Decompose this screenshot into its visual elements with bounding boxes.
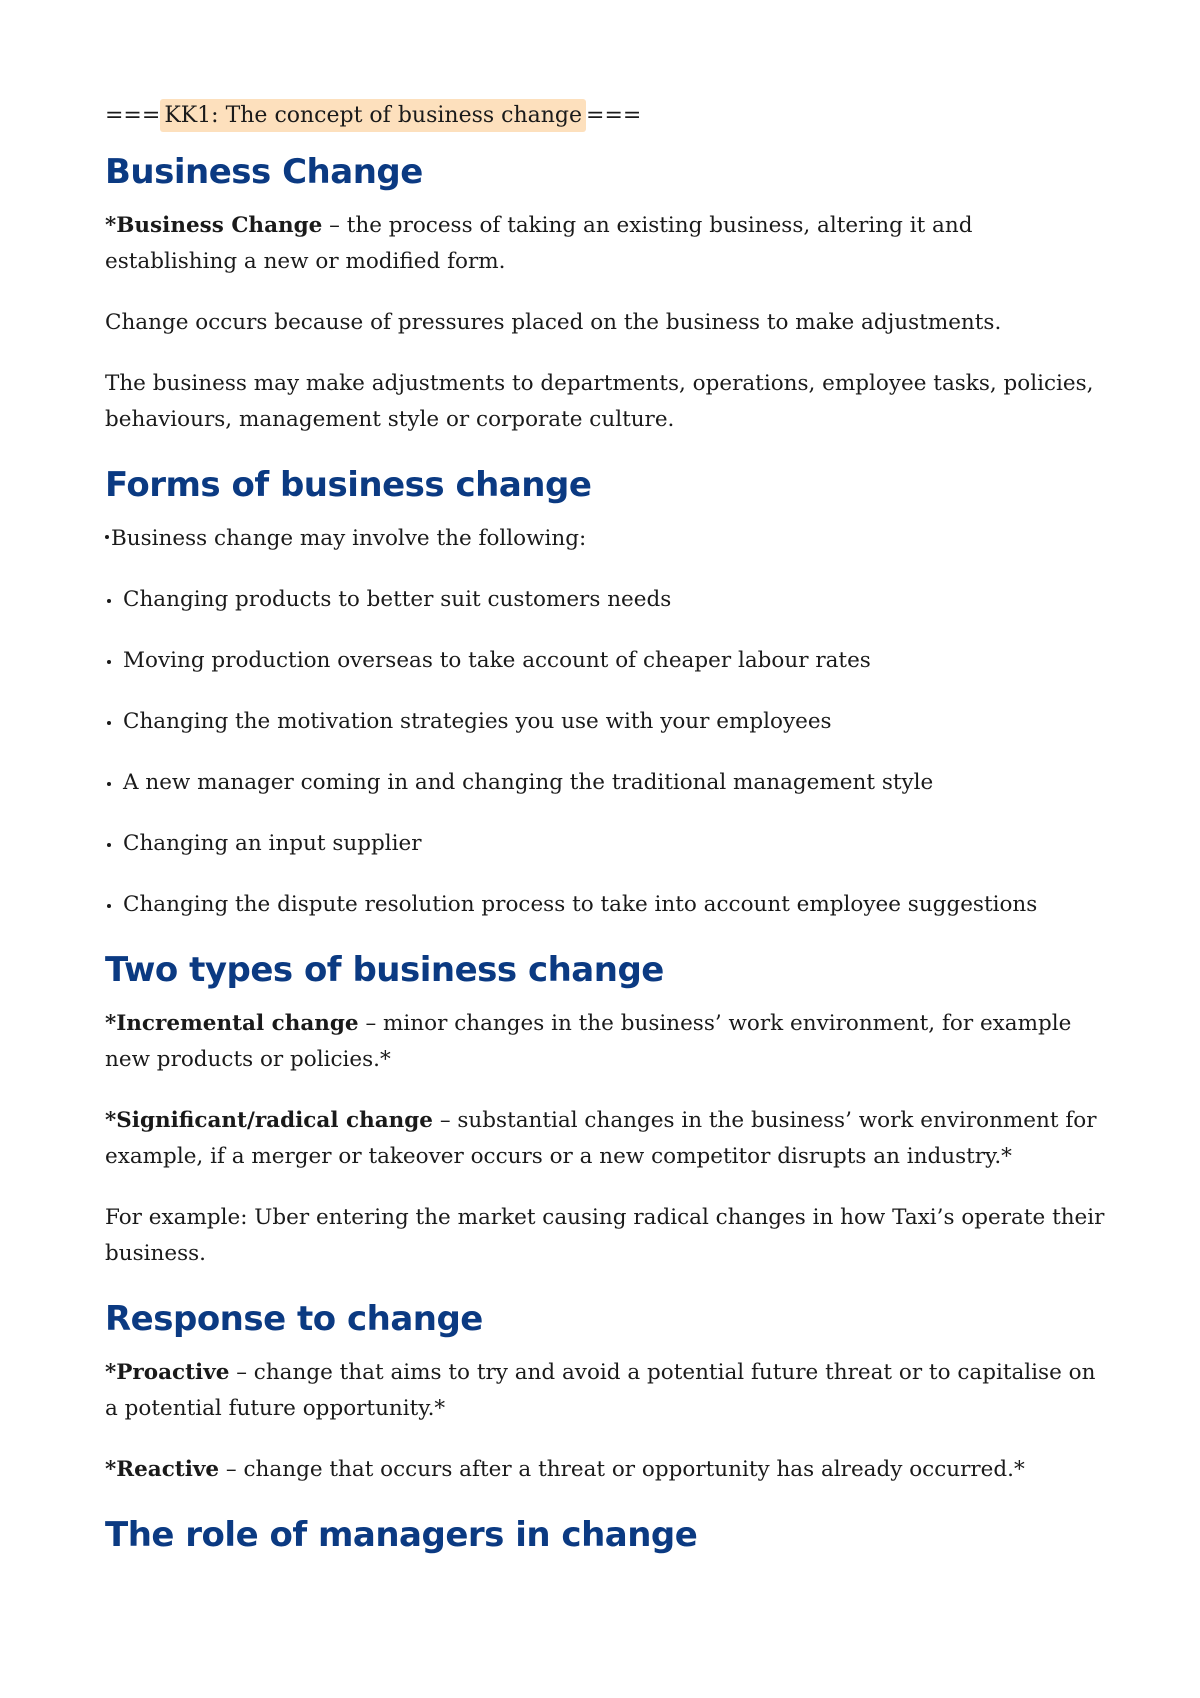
kk-heading-suffix: ===	[586, 103, 642, 128]
document-page	[105, 96, 1105, 1571]
list-item: Changing products to better suit customers needs	[105, 582, 1105, 618]
heading-two-types-of-business-change: Two types of business change	[105, 950, 664, 990]
incremental-change-text: – minor changes in the business’ work environment, for example new products or policies.*	[105, 1011, 1072, 1072]
radical-change-text: – substantial changes in the business’ work environment for example, if a merger or takeover occurs or a new competitor disrupts an industry.*	[105, 1108, 1097, 1169]
kk-heading-highlight: KK1: The concept of business change	[160, 99, 586, 132]
proactive-text: – change that aims to try and avoid a potential future threat or to capitalise on a potential future opportunity.*	[105, 1360, 1096, 1421]
list-item: Changing an input supplier	[105, 826, 1105, 862]
reactive-definition	[105, 1452, 1105, 1488]
radical-change-definition	[105, 1103, 1105, 1175]
business-change-paragraph-1: Change occurs because of pressures placed on the business to make adjustments.	[105, 310, 1002, 335]
heading-business-change: Business Change	[105, 152, 423, 192]
business-change-term: *Business Change	[105, 213, 323, 238]
forms-intro	[105, 521, 1105, 557]
business-change-paragraph-2: The business may make adjustments to departments, operations, employee tasks, policies, behaviours, management style or corporate culture.	[105, 371, 1094, 432]
list-item: A new manager coming in and changing the traditional management style	[105, 765, 1105, 801]
heading-response-to-change: Response to change	[105, 1299, 483, 1339]
proactive-term: *Proactive	[105, 1360, 230, 1385]
incremental-change-term: *Incremental change	[105, 1011, 359, 1036]
list-item: Moving production overseas to take account of cheaper labour rates	[105, 643, 1105, 679]
kk-heading-prefix: ===	[105, 103, 161, 128]
proactive-definition	[105, 1355, 1105, 1427]
types-example: For example: Uber entering the market causing radical changes in how Taxi’s operate their business.	[105, 1205, 1105, 1266]
bullet-dot-icon	[105, 535, 109, 539]
heading-forms-of-business-change: Forms of business change	[105, 465, 592, 505]
reactive-text: – change that occurs after a threat or opportunity has already occurred.*	[219, 1457, 1025, 1482]
forms-intro-text: Business change may involve the following:	[111, 526, 587, 551]
incremental-change-definition	[105, 1006, 1105, 1078]
list-item: Changing the dispute resolution process to take into account employee suggestions	[105, 887, 1105, 923]
business-change-definition	[105, 208, 1105, 280]
heading-role-of-managers: The role of managers in change	[105, 1515, 698, 1555]
business-change-def-text: – the process of taking an existing business, altering it and establishing a new or modified form.	[105, 213, 973, 274]
radical-change-term: *Significant/radical change	[105, 1108, 433, 1133]
reactive-term: *Reactive	[105, 1457, 220, 1482]
list-item: Changing the motivation strategies you use with your employees	[105, 704, 1105, 740]
kk-heading-line	[105, 96, 1105, 136]
